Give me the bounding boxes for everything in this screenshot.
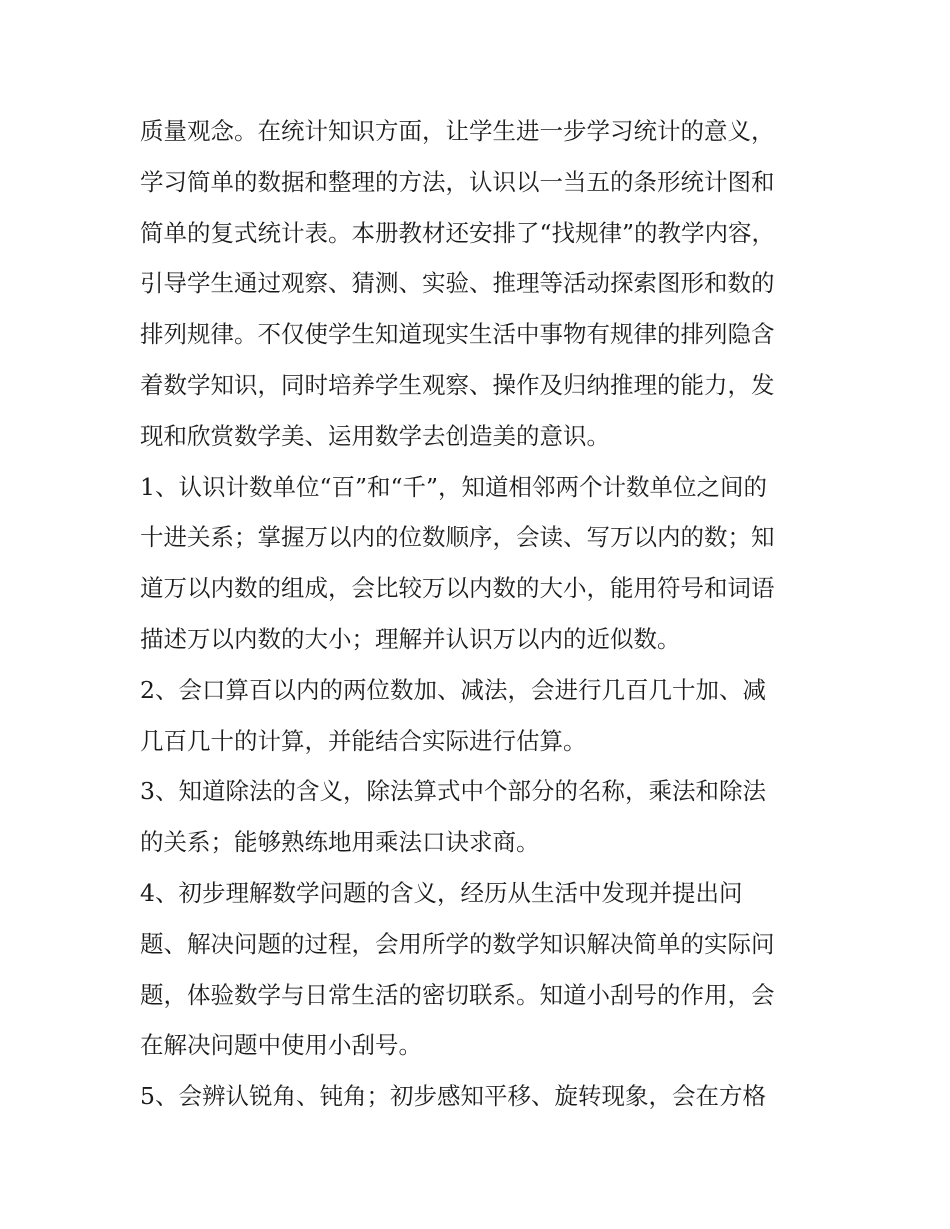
list-item-1-line: 1、认识计数单位“百”和“千”，知道相邻两个计数单位之间的 [140,472,768,501]
text-line: 十进关系；掌握万以内的位数顺序，会读、写万以内的数；知 [140,523,775,552]
text-line: 题，体验数学与日常生活的密切联系。知道小刮号的作用，会 [140,980,775,1009]
list-item-4-line: 4、初步理解数学问题的含义，经历从生活中发现并提出问 [140,878,743,907]
text-line: 着数学知识，同时培养学生观察、操作及归纳推理的能力，发 [140,370,775,399]
text-line: 几百几十的计算，并能结合实际进行估算。 [140,726,587,755]
list-item-3-line: 3、知道除法的含义，除法算式中个部分的名称，乘法和除法 [140,777,766,806]
text-line: 道万以内数的组成，会比较万以内数的大小，能用符号和词语 [140,574,775,603]
text-line: 的关系；能够熟练地用乘法口诀求商。 [140,828,540,857]
text-line: 现和欣赏数学美、运用数学去创造美的意识。 [140,421,610,450]
text-line: 题、解决问题的过程，会用所学的数学知识解决简单的实际问 [140,929,775,958]
text-line: 简单的复式统计表。本册教材还安排了“找规律”的教学内容， [140,218,776,247]
document-body [140,106,815,1122]
text-line: 引导学生通过观察、猜测、实验、推理等活动探索图形和数的 [140,269,775,298]
text-line: 描述万以内数的大小；理解并认识万以内的近似数。 [140,624,681,653]
text-line: 在解决问题中使用小刮号。 [140,1031,422,1060]
text-line: 学习简单的数据和整理的方法，认识以一当五的条形统计图和 [140,167,775,196]
text-line: 排列规律。不仅使学生知道现实生活中事物有规律的排列隐含 [140,320,775,349]
list-item-5-line: 5、会辨认锐角、钝角；初步感知平移、旋转现象，会在方格 [140,1082,766,1111]
list-item-2-line: 2、会口算百以内的两位数加、减法，会进行几百几十加、减 [140,675,766,704]
text-line: 质量观念。在统计知识方面，让学生进一步学习统计的意义， [140,117,775,145]
